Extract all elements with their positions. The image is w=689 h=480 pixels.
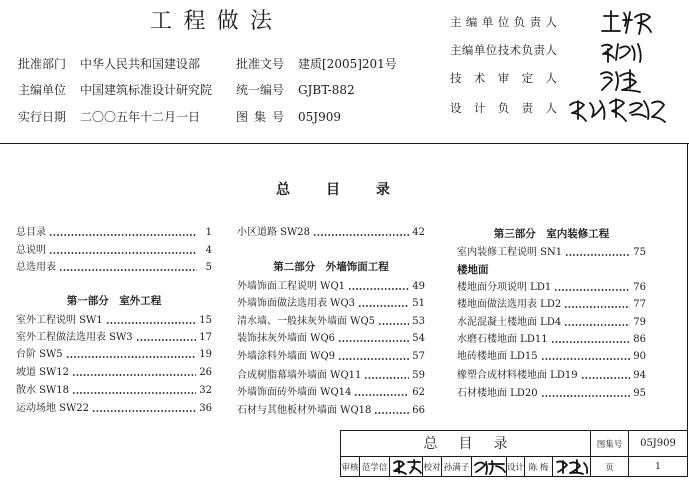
dot-leader [72,374,196,376]
toc-entry [16,261,212,275]
toc-entry-label: 坡道 SW12 [16,367,70,378]
toc-entry [16,244,212,258]
toc-entry-label: 石材与其他板材外墙面 WQ18 [237,405,372,416]
dot-leader [66,356,197,358]
dot-leader [541,395,631,397]
editor-unit-label: 主编单位 [18,83,67,97]
toc-entry [457,281,646,295]
toc-entry [457,350,646,364]
dot-leader [565,254,630,256]
page-number: 1 [655,461,661,472]
toc-entry-page: 1 [205,227,212,238]
toc-entry-label: 散水 SW18 [16,385,70,396]
toc-entry-label: 室内装修工程说明 SN1 [457,247,563,258]
toc-entry [237,404,425,418]
toc-entry-page: 59 [412,370,425,381]
design-lead-label: 设 计 负 责 人 [450,101,562,115]
toc-entry-label: 合成树脂幕墙外墙面 WQ11 [237,370,362,381]
designer-name: 陈 梅 [525,457,553,476]
unified-no-value: GJBT-882 [298,83,355,97]
title-block-atlas-no: 05J909 [629,431,687,457]
unified-no-label: 统一编号 [236,83,285,97]
toc-entry [457,387,646,401]
toc-column-2 [237,0,425,430]
page-label: 页 [591,457,629,476]
toc-entry-page: 15 [199,315,212,326]
chief-editor-unit-head-label: 主编单位负责人 [450,15,562,29]
dot-leader [564,306,630,308]
toc-entry-label: 地砖楼地面 LD15 [457,351,538,362]
toc-entry [237,369,425,383]
toc-entry-label: 外墙涂料外墙面 WQ9 [237,351,336,362]
toc-entry-page: 57 [412,351,425,362]
approval-dept-value: 中华人民共和国建设部 [80,57,201,71]
toc-entry [457,316,646,330]
toc-entry [16,402,212,416]
toc-title: 总 目 录 [276,182,406,198]
toc-entry-label: 台阶 SW5 [16,349,63,360]
toc-entry-page: 66 [412,405,425,416]
toc-entry [237,297,425,311]
dot-leader [338,358,409,360]
toc-entry [16,226,212,240]
dot-leader [338,340,409,342]
designer-signature-cell [553,457,591,476]
toc-entry [16,331,212,345]
dot-leader [348,288,409,290]
dot-leader [72,392,196,394]
toc-entry-page: 76 [633,282,646,293]
proofreader-signature [472,457,507,476]
toc-entry-page: 79 [633,317,646,328]
proofreader-name: 孙满子 [442,457,472,476]
dot-leader [106,322,197,324]
dot-leader [541,358,631,360]
signature-stroke [394,460,421,474]
dot-leader [313,234,409,236]
title-block-atlas-no-label: 图集号 [591,431,629,457]
toc-entry [457,369,646,383]
toc-entry [237,280,425,294]
toc-entry-page: 19 [199,349,212,360]
document-title: 工 程 做 法 [150,9,275,34]
toc-entry-page: 94 [633,370,646,381]
toc-entry [237,315,425,329]
toc-entry-page: 95 [633,388,646,399]
chief-editor-tech-head-label: 主编单位技术负责人 [450,43,558,57]
toc-column-1 [16,0,212,430]
toc-entry-page: 51 [412,298,425,309]
toc-entry-page: 53 [412,316,425,327]
dot-leader [364,377,409,379]
part2-heading: 第二部分 外墙饰面工程 [273,261,389,273]
toc-entry-page: 17 [199,332,212,343]
dot-leader [49,234,197,236]
toc-entry-label: 楼地面做法选用表 LD2 [457,299,562,310]
toc-entry [16,366,212,380]
title-block [340,430,688,477]
dot-leader [136,339,197,341]
dot-leader [59,269,197,271]
title-block-title: 总 目 录 [423,435,516,452]
dot-leader [554,289,630,291]
part1-heading: 第一部分 室外工程 [66,295,162,307]
toc-entry-label: 楼地面分项说明 LD1 [457,282,552,293]
dot-leader [354,394,409,396]
toc-entry-label: 清水墙、一般抹灰外墙面 WQ5 [237,316,376,327]
toc-entry-page: 62 [412,387,425,398]
dot-leader [374,412,409,414]
dot-leader [49,252,197,254]
dot-leader [92,410,196,412]
toc-entry-label: 橡塑合成材料楼地面 LD19 [457,370,578,381]
toc-entry-page: 75 [633,247,646,258]
toc-entry-label: 室外工程做法选用表 SW3 [16,332,133,343]
toc-entry-page: 54 [412,333,425,344]
toc-entry-page: 86 [633,334,646,345]
toc-entry-page: 36 [199,403,212,414]
toc-entry-label: 总选用表 [16,262,56,273]
dot-leader [378,323,409,325]
proofreader-signature-cell [472,457,507,476]
atlas-no-value: 05J909 [298,110,341,124]
dot-leader [581,377,631,379]
right-border-line [687,143,688,430]
toc-entry-page: 77 [633,299,646,310]
toc-entry-label: 外墙饰面工程说明 WQ1 [237,281,346,292]
approval-dept-label: 批准部门 [18,57,67,71]
toc-entry-page: 42 [412,227,425,238]
proof-label: 校对 [423,457,442,476]
toc-entry-label: 装饰抹灰外墙面 WQ6 [237,333,336,344]
toc-entry-page: 4 [205,245,212,256]
dot-leader [358,305,409,307]
toc-entry [457,298,646,312]
toc-entry-page: 26 [199,367,212,378]
effective-date-value: 二〇〇五年十二月一日 [80,110,201,124]
toc-entry-page: 90 [633,351,646,362]
approval-no-label: 批准文号 [236,57,285,71]
design-label: 设计 [507,457,525,476]
toc-entry [16,348,212,362]
toc-entry-label: 水泥混凝土楼地面 LD4 [457,317,562,328]
reviewer-signature [390,457,423,476]
toc-entry [237,332,425,346]
signature-stroke [475,461,505,474]
reviewer-name: 范学信 [360,457,390,476]
technical-reviewer-label: 技 术 审 定 人 [450,71,562,85]
effective-date-label: 实行日期 [18,110,67,124]
part3-heading: 第三部分 室内装修工程 [493,228,610,240]
title-block-title-cell [341,431,591,457]
atlas-no-label: 图 集 号 [236,110,286,124]
toc-entry [237,386,425,400]
toc-entry [457,333,646,347]
dot-leader [551,341,631,343]
toc-entry-label: 总说明 [16,245,46,256]
toc-entry-label: 小区道路 SW28 [237,227,311,238]
toc-entry-label: 外墙饰面砖外墙面 WQ14 [237,387,352,398]
toc-entry-page: 5 [205,262,212,273]
toc-entry [237,226,425,240]
dot-leader [564,324,630,326]
signature-stroke [557,460,587,474]
toc-entry [457,246,646,260]
toc-entry-label: 外墙饰面做法选用表 WQ3 [237,298,356,309]
toc-entry-label: 石材楼地面 LD20 [457,388,538,399]
toc-entry-label: 运动场地 SW22 [16,403,90,414]
reviewer-signature-cell [390,457,423,476]
review-label: 审核 [341,457,360,476]
toc-entry-label: 水磨石楼地面 LD11 [457,334,548,345]
toc-entry [237,350,425,364]
toc-entry-page: 49 [412,281,425,292]
editor-unit-value: 中国建筑标准设计研究院 [80,83,213,97]
toc-entry [16,384,212,398]
toc-entry-label: 室外工程说明 SW1 [16,315,103,326]
approval-no-value: 建质[2005]201号 [298,57,397,71]
toc-column-3 [457,0,646,430]
floor-subheading: 楼地面 [457,264,489,276]
toc-entry-page: 32 [199,385,212,396]
designer-signature [553,457,591,476]
toc-entry-label: 总目录 [16,227,46,238]
toc-entry [16,314,212,328]
